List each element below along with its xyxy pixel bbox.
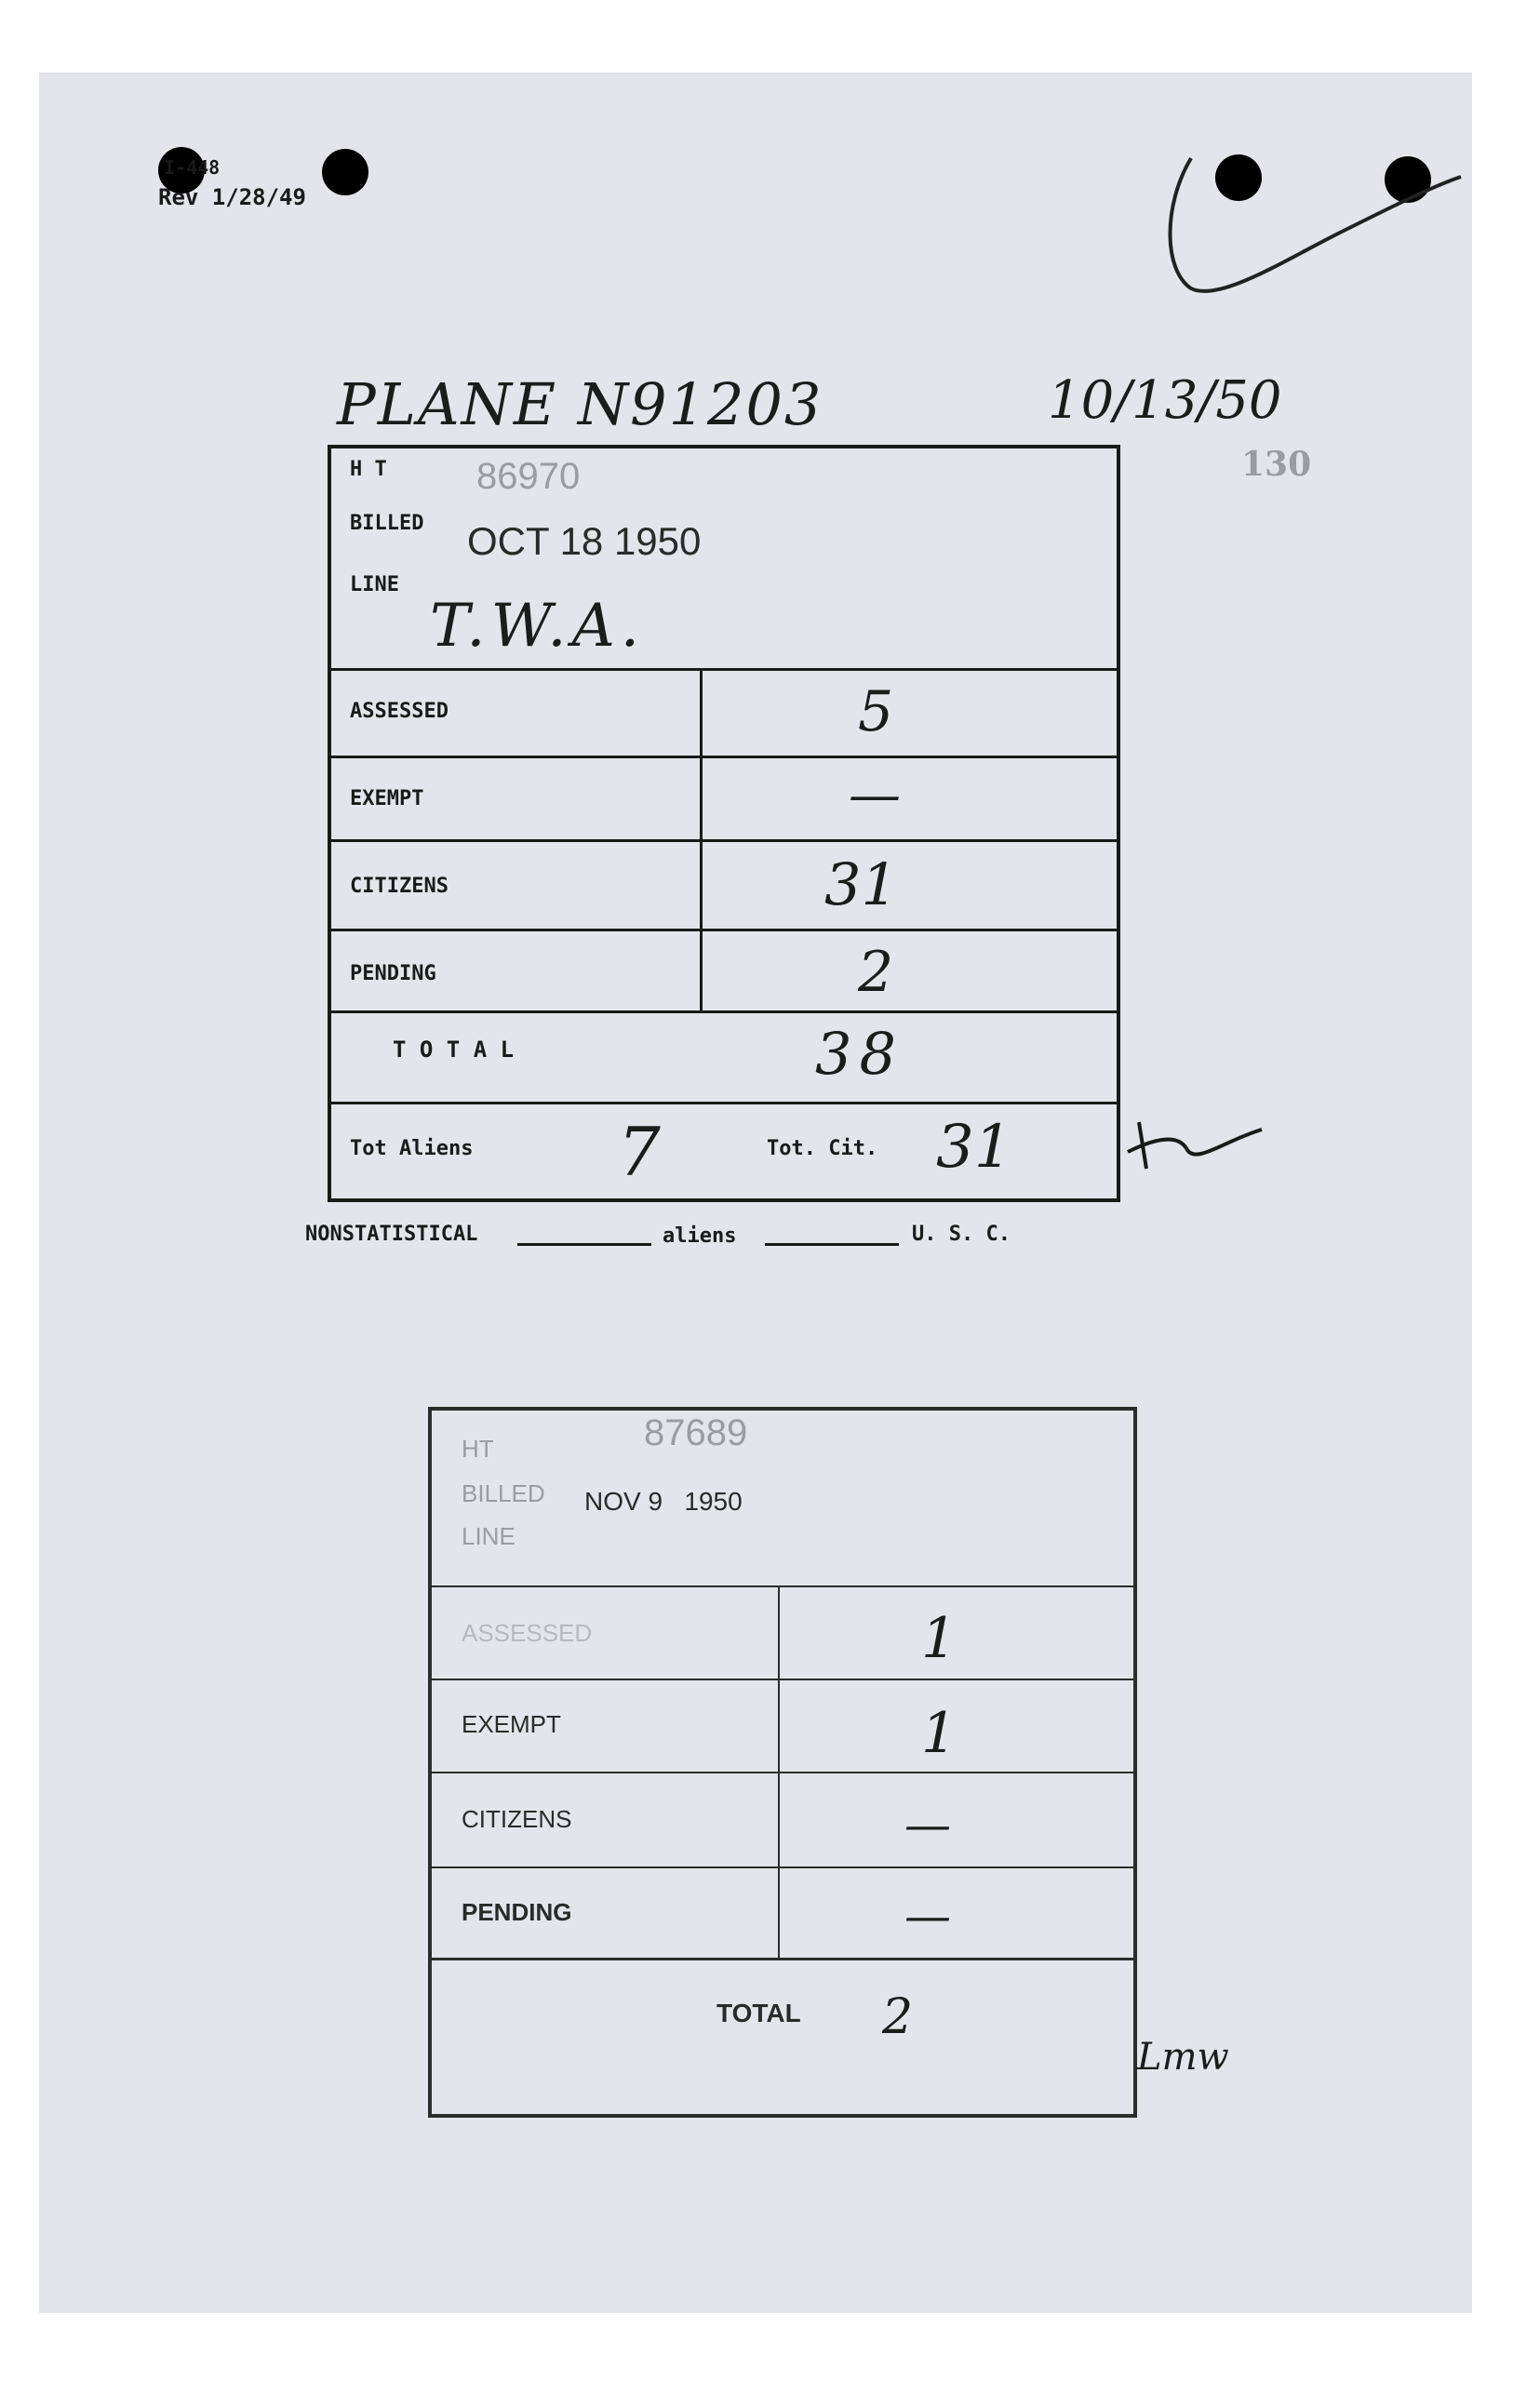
aliens-blank (765, 1243, 899, 1246)
initials-signature: Lmw (1137, 2036, 1229, 2079)
pending-value: 2 (858, 940, 894, 1005)
total2-value: 2 (882, 1989, 914, 2045)
total-value: 38 (815, 1020, 904, 1088)
citizens2-value: — (904, 1798, 951, 1852)
assessed-label: ASSESSED (350, 700, 449, 723)
plane-number: PLANE N91203 (337, 370, 823, 438)
assessed2-label: ASSESSED (462, 1619, 593, 1647)
tot-cit-value: 31 (936, 1113, 1012, 1182)
aliens-label: aliens (663, 1224, 737, 1248)
total2-label: TOTAL (716, 1999, 801, 2027)
page-number: 130 (1241, 445, 1312, 484)
billed2-date-stamp: NOV 9 1950 (584, 1487, 743, 1516)
line-label: LINE (350, 573, 399, 596)
pending2-label: PENDING (462, 1898, 572, 1926)
nonstatistical-blank (517, 1243, 651, 1246)
ht2-value: 87689 (644, 1412, 748, 1453)
citizens2-label: CITIZENS (462, 1805, 572, 1833)
citizens-value: 31 (824, 850, 898, 918)
billed2-label: BILLED (462, 1479, 545, 1507)
tot-aliens-label: Tot Aliens (350, 1137, 474, 1160)
pending2-value: — (904, 1889, 951, 1943)
assessed-value: 5 (858, 679, 894, 744)
record-card-1 (328, 445, 1120, 1202)
total-label: T O T A L (393, 1037, 515, 1063)
check-mark-scribble (1154, 149, 1470, 307)
ht2-label: HT (462, 1435, 494, 1463)
exempt-label: EXEMPT (350, 787, 424, 810)
ht-label: H T (350, 458, 387, 481)
initials-scribble (1122, 1113, 1271, 1178)
tot-aliens-value: 7 (618, 1113, 661, 1191)
tot-cit-label: Tot. Cit. (767, 1137, 878, 1160)
exempt2-label: EXEMPT (462, 1710, 561, 1738)
nonstatistical-label: NONSTATISTICAL (305, 1223, 478, 1246)
form-number: I-448 (164, 156, 221, 179)
pending-label: PENDING (350, 962, 436, 985)
line2-label: LINE (462, 1522, 515, 1550)
exempt2-value: 1 (921, 1701, 957, 1766)
exempt-value: — (849, 765, 901, 825)
ht-value: 86970 (476, 456, 581, 497)
punch-hole (322, 149, 368, 195)
citizens-label: CITIZENS (350, 875, 449, 898)
assessed2-value: 1 (921, 1606, 957, 1671)
usc-label: U. S. C. (912, 1223, 1011, 1246)
header-date: 10/13/50 (1048, 370, 1282, 431)
line-value: T.W.A. (430, 592, 646, 661)
billed-label: BILLED (350, 512, 424, 535)
billed-date-stamp: OCT 18 1950 (467, 519, 702, 563)
form-revision: Rev 1/28/49 (158, 184, 306, 210)
record-card-2 (428, 1407, 1137, 2118)
